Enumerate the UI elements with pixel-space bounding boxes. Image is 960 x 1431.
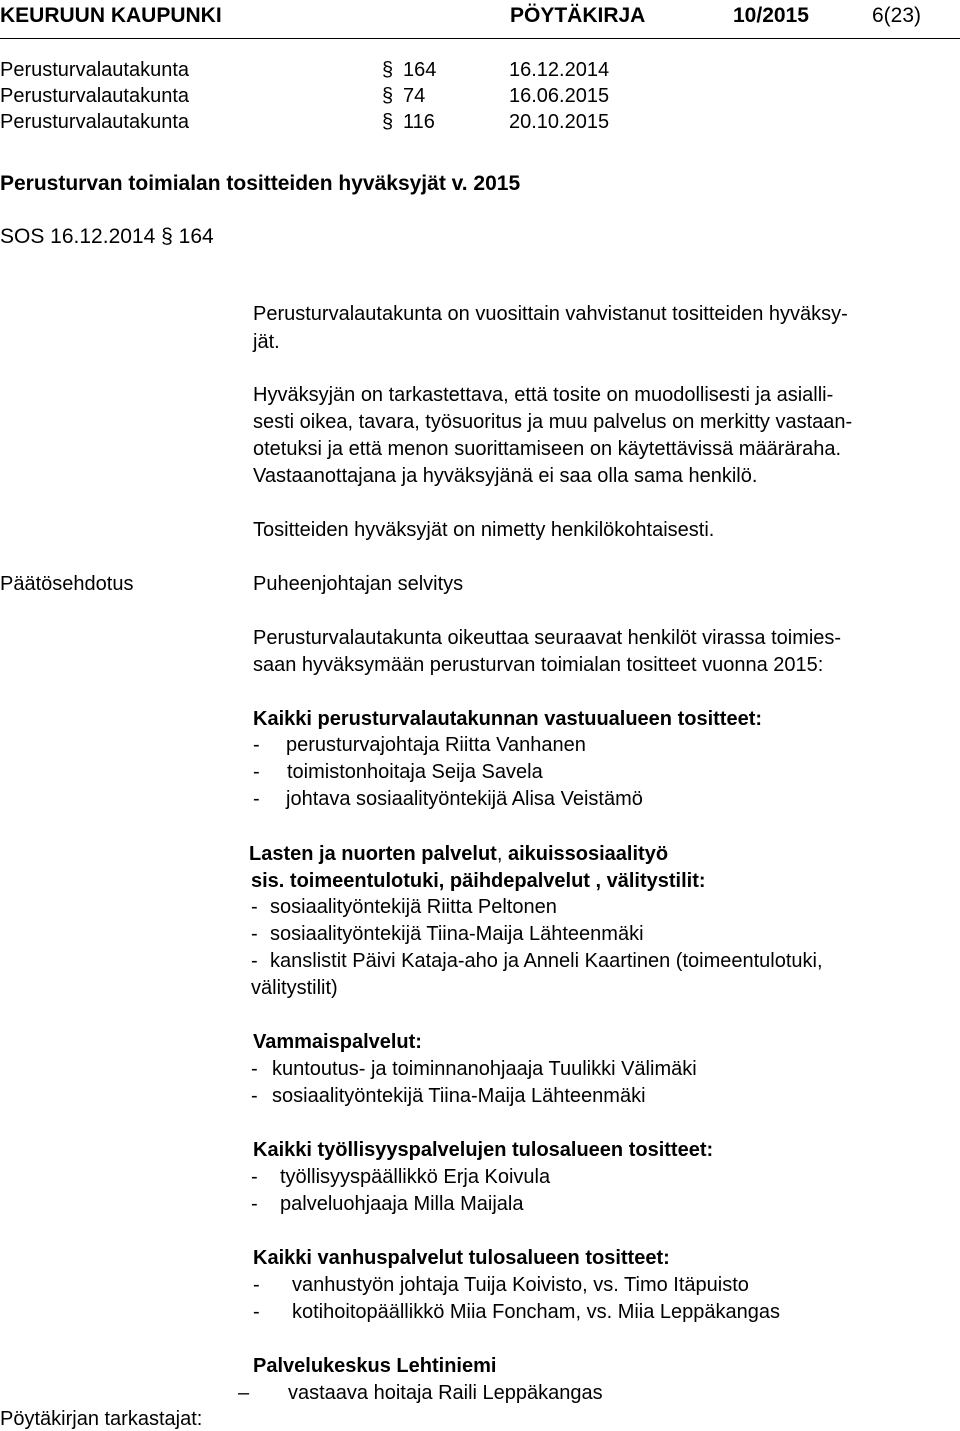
list-dash: - <box>253 1274 260 1296</box>
list-item <box>251 949 823 973</box>
list-item-text: sosiaalityöntekijä Riitta Peltonen <box>270 896 557 918</box>
reference-number: 74 <box>403 85 426 107</box>
group-heading: Kaikki perusturvalautakunnan vastuualueen tositteet: <box>253 708 763 730</box>
list-item-continuation: välitystilit) <box>251 977 338 999</box>
list-item <box>253 1273 749 1297</box>
group-heading-part: aikuissosiaalityö <box>507 843 669 865</box>
group-heading: Palvelukeskus Lehtiniemi <box>253 1355 497 1377</box>
group-heading: Kaikki vanhuspalvelut tulosalueen tositteet: <box>253 1247 670 1269</box>
heading-separator: , <box>496 843 503 865</box>
list-item <box>253 760 543 784</box>
proposal-intro-line: saan hyväksymään perusturvan toimialan tositteet vuonna 2015: <box>253 654 824 676</box>
reference-date: 16.06.2015 <box>509 85 610 107</box>
section-sign: § <box>382 85 394 107</box>
list-item-text: kuntoutus- ja toiminnanohjaaja Tuulikki Välimäki <box>272 1058 697 1080</box>
list-item <box>251 1084 646 1108</box>
list-dash: - <box>253 1301 260 1323</box>
list-item <box>253 733 586 757</box>
section-sign: § <box>161 225 173 248</box>
list-item-text: johtava sosiaalityöntekijä Alisa Veistämö <box>286 788 643 810</box>
list-dash: - <box>251 923 258 945</box>
reference-date: 16.12.2014 <box>509 59 610 81</box>
list-dash: - <box>251 1085 258 1107</box>
list-dash: - <box>253 761 260 783</box>
group-heading: Kaikki työllisyyspalvelujen tulosalueen tositteet: <box>253 1139 714 1161</box>
list-item <box>253 1300 781 1324</box>
organization-name: KEURUUN KAUPUNKI <box>0 4 222 27</box>
list-item-text: vanhustyön johtaja Tuija Koivisto, vs. Timo Itäpuisto <box>292 1274 749 1296</box>
list-dash: - <box>251 1058 258 1080</box>
proposal-heading: Puheenjohtajan selvitys <box>253 573 464 595</box>
reference-number: 164 <box>403 59 437 81</box>
list-item <box>238 1381 603 1405</box>
list-dash: - <box>253 734 260 756</box>
body-paragraph-2-line: Vastaanottajana ja hyväksyjänä ei saa olla sama henkilö. <box>253 465 758 487</box>
list-dash: - <box>251 1193 258 1215</box>
list-item-text: kotihoitopäällikkö Miia Foncham, vs. Miia Leppäkangas <box>292 1301 781 1323</box>
section-sign: § <box>382 59 394 81</box>
list-item <box>253 787 643 811</box>
proposal-label: Päätösehdotus <box>0 573 134 595</box>
reference-body: Perusturvalautakunta <box>0 59 190 81</box>
list-item-text: vastaava hoitaja Raili Leppäkangas <box>288 1382 603 1404</box>
group-heading: Vammaispalvelut: <box>253 1031 422 1053</box>
proposal-intro-line: Perusturvalautakunta oikeuttaa seuraavat henkilöt virassa toimies- <box>253 627 842 649</box>
footer-label: Pöytäkirjan tarkastajat: <box>0 1408 203 1430</box>
document-number: 10/2015 <box>733 4 809 27</box>
group-heading-line: sis. toimeentulotuki, päihdepalvelut , välitystilit: <box>251 870 706 892</box>
section-sign: § <box>382 111 394 133</box>
list-item-text: kanslistit Päivi Kataja-aho ja Anneli Kaartinen (toimeentulotuki, <box>270 950 823 972</box>
list-item-text: palveluohjaaja Milla Maijala <box>280 1193 524 1215</box>
body-paragraph-2-line: otetuksi ja että menon suorittamiseen on käytettävissä määräraha. <box>253 438 842 460</box>
list-dash: - <box>251 1166 258 1188</box>
reference-date: 20.10.2015 <box>509 111 610 133</box>
group-heading-part: Lasten ja nuorten palvelut <box>249 843 497 865</box>
body-paragraph-2-line: sesti oikea, tavara, työsuoritus ja muu palvelus on merkitty vastaan- <box>253 411 853 433</box>
list-item-text: toimistonhoitaja Seija Savela <box>287 761 543 783</box>
group-heading <box>249 842 668 866</box>
list-long-dash: – <box>238 1382 250 1404</box>
list-item-text: työllisyyspäällikkö Erja Koivula <box>280 1166 551 1188</box>
page-title: Perusturvan toimialan tositteiden hyväksyjät v. 2015 <box>0 172 521 195</box>
body-paragraph-3: Tositteiden hyväksyjät on nimetty henkilökohtaisesti. <box>253 519 715 541</box>
list-item-text: perusturvajohtaja Riitta Vanhanen <box>286 734 586 756</box>
document-type: PÖYTÄKIRJA <box>510 4 646 27</box>
list-dash: - <box>251 950 258 972</box>
list-dash: - <box>253 788 260 810</box>
list-item <box>251 1057 697 1081</box>
sos-prefix: SOS 16.12.2014 <box>0 225 156 248</box>
reference-body: Perusturvalautakunta <box>0 85 190 107</box>
body-paragraph-1-line: jät. <box>253 331 280 353</box>
list-item <box>251 1192 524 1216</box>
list-item <box>251 922 644 946</box>
sos-reference <box>0 225 214 249</box>
list-item <box>251 895 557 919</box>
sos-number: 164 <box>178 225 214 248</box>
page-number: 6(23) <box>872 4 922 27</box>
reference-number: 116 <box>403 111 435 133</box>
list-item <box>251 1165 551 1189</box>
reference-body: Perusturvalautakunta <box>0 111 190 133</box>
list-item-text: sosiaalityöntekijä Tiina-Maija Lähteenmäki <box>272 1085 646 1107</box>
list-item-text: sosiaalityöntekijä Tiina-Maija Lähteenmäki <box>270 923 644 945</box>
body-paragraph-1-line: Perusturvalautakunta on vuosittain vahvistanut tositteiden hyväksy- <box>253 303 848 325</box>
header-divider <box>0 38 960 39</box>
body-paragraph-2-line: Hyväksyjän on tarkastettava, että tosite on muodollisesti ja asialli- <box>253 384 834 406</box>
list-dash: - <box>251 896 258 918</box>
